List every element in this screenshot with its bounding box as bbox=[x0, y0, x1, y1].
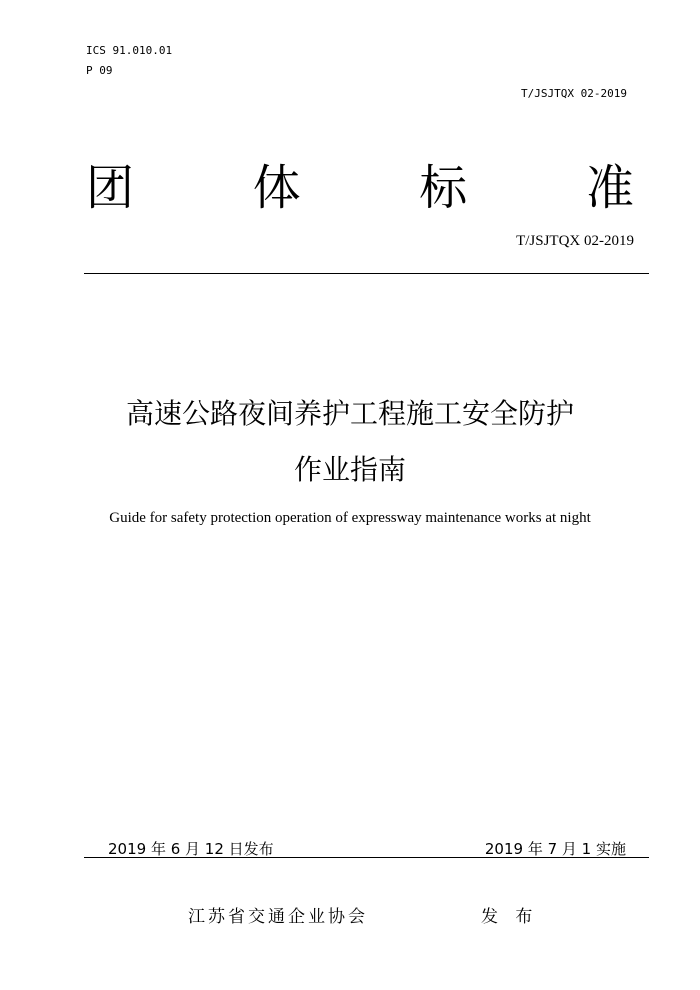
issue-date: 2019 年 6 月 12 日发布 bbox=[108, 840, 274, 858]
standard-code: T/JSJTQX 02-2019 bbox=[516, 233, 634, 249]
standard-code-top: T/JSJTQX 02-2019 bbox=[521, 87, 627, 100]
top-divider bbox=[84, 273, 649, 274]
publisher-name: 江苏省交通企业协会 bbox=[188, 907, 368, 927]
heading-char: 标 bbox=[419, 160, 468, 216]
title-chinese-line2: 作业指南 bbox=[293, 453, 406, 486]
classification-code: P 09 bbox=[86, 64, 113, 77]
bottom-divider bbox=[84, 857, 649, 858]
document-type-heading bbox=[84, 158, 636, 218]
implementation-date: 2019 年 7 月 1 实施 bbox=[484, 840, 626, 858]
title-english: Guide for safety protection operation of expressway maintenance works at night bbox=[109, 510, 591, 526]
publish-label: 发 布 bbox=[481, 907, 539, 927]
heading-char: 准 bbox=[585, 160, 634, 216]
heading-char: 体 bbox=[252, 160, 301, 216]
ics-code: ICS 91.010.01 bbox=[86, 44, 173, 57]
title-chinese-line1: 高速公路夜间养护工程施工安全防护 bbox=[125, 397, 574, 430]
heading-char: 团 bbox=[85, 160, 134, 216]
